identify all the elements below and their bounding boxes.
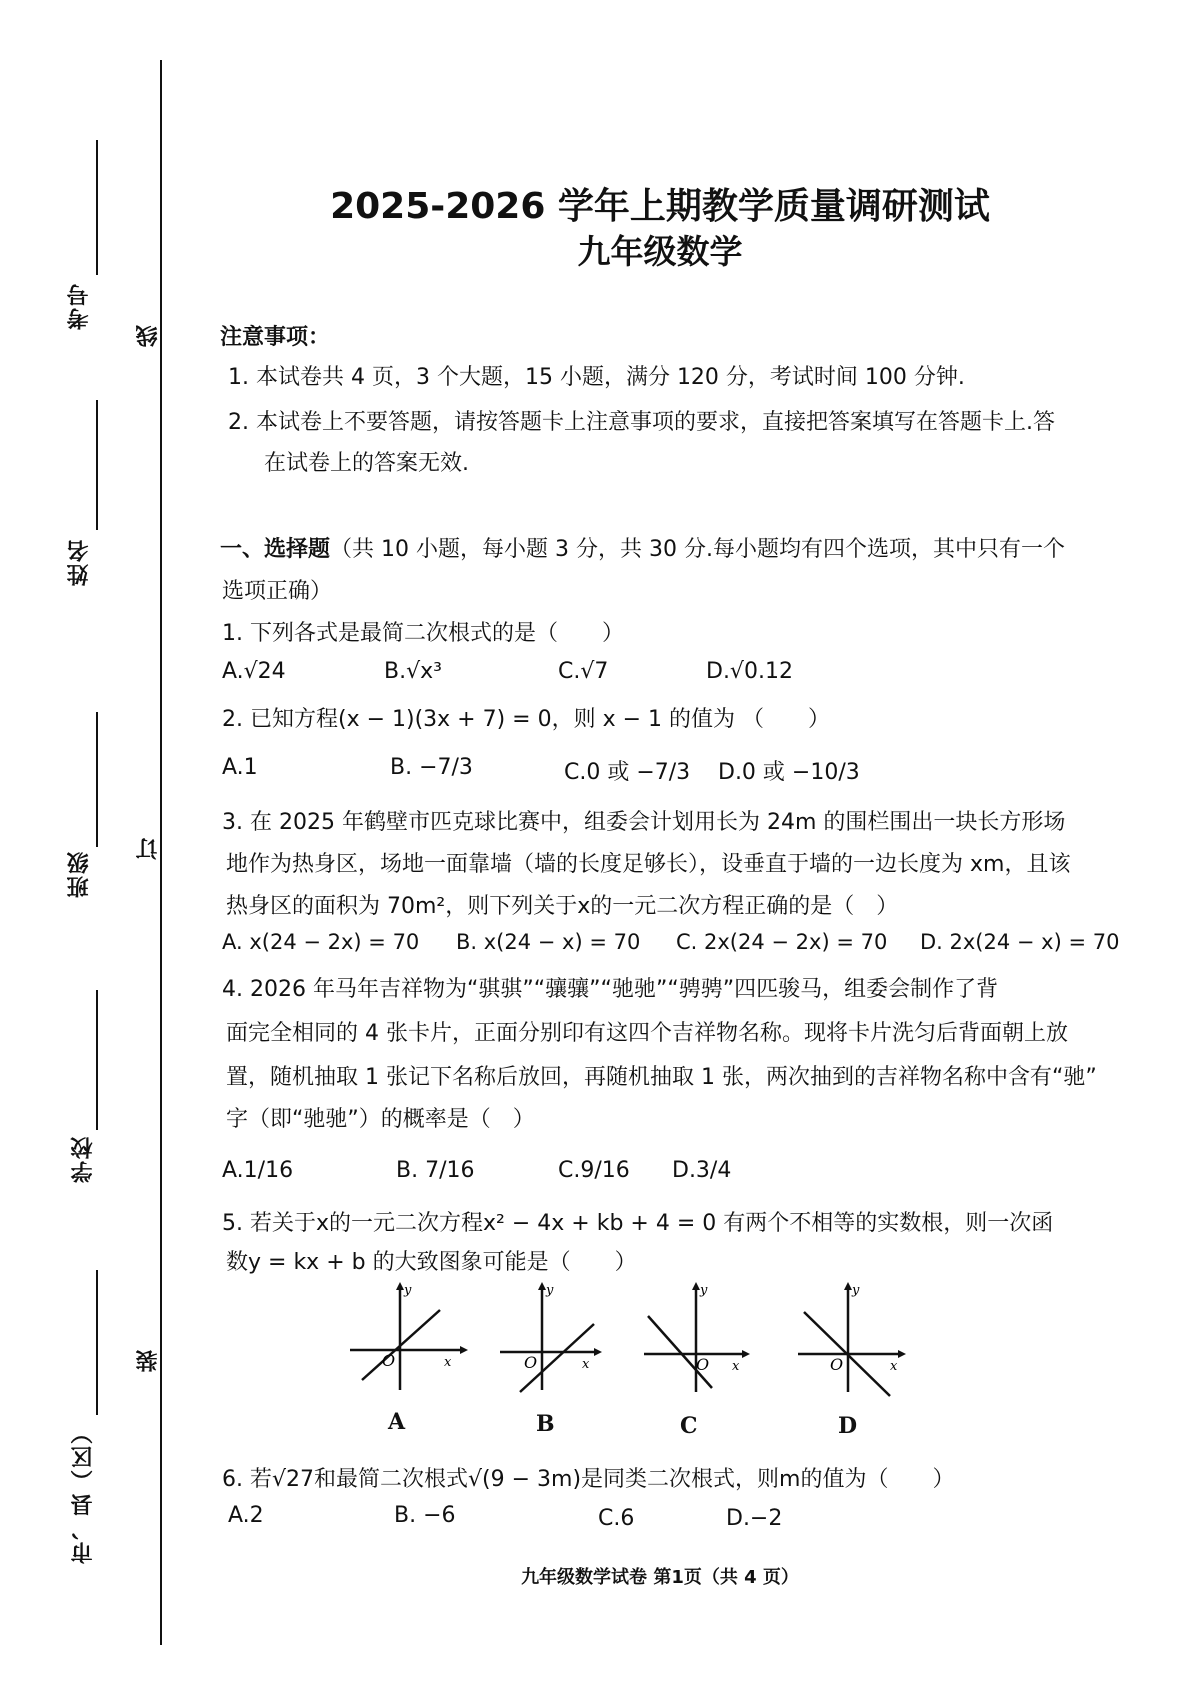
section-1-title: 一、选择题 [220,537,331,562]
notes-item-2-cont: 在试卷上的答案无效. [264,451,469,476]
question-1-option-c: C.√7 [558,659,609,684]
section-1-heading [220,532,1065,563]
binding-mark-ding: 订 [136,838,161,860]
notes-item-2: 2. 本试卷上不要答题，请按答题卡上注意事项的要求，直接把答案填写在答题卡上.答 [228,410,1055,435]
svg-text:O: O [696,1355,710,1374]
question-5-graph-b [490,1280,630,1400]
question-4-option-a: A.1/16 [222,1158,294,1183]
xuexiao-label: 学校 [71,1135,96,1183]
svg-text:O: O [524,1353,538,1372]
question-4-line-3: 置，随机抽取 1 张记下名称后放回，再随机抽取 1 张，两次抽到的吉祥物名称中含有“驰” [226,1065,1097,1090]
binding-mark-xian: 线 [136,325,161,347]
question-5-graph-a [340,1280,480,1400]
svg-text:x: x [890,1359,898,1374]
question-1-option-b: B.√x³ [384,659,442,684]
page-footer: 九年级数学试卷 第1页（共 4 页） [521,1567,799,1588]
question-5-line-1: 5. 若关于x的一元二次方程x² − 4x + kb + 4 = 0 有两个不相等的实数根，则一次函 [222,1211,1054,1236]
banji-label: 班级 [67,850,92,898]
question-2-option-c: C.0 或 −7/3 [564,760,691,785]
svg-text:x: x [732,1359,740,1374]
svg-text:y: y [852,1283,860,1298]
question-4-option-b: B. 7/16 [396,1158,475,1183]
svg-text:x: x [582,1357,590,1372]
question-5-label-d: D [838,1413,858,1439]
question-4-line-4: 字（即“驰驰”）的概率是（ ） [226,1107,535,1132]
question-5-graph-d [790,1280,930,1400]
svg-text:x: x [444,1355,452,1370]
section-1-desc: （共 10 小题，每小题 3 分，共 30 分.每小题均有四个选项，其中只有一个 [330,537,1065,562]
question-2-stem: 2. 已知方程(x − 1)(3x + 7) = 0，则 x − 1 的值为 （ ） [222,707,831,732]
question-4-line-1: 4. 2026 年马年吉祥物为“骐骐”“骧骧”“驰驰”“骋骋”四匹骏马，组委会制作了背 [222,977,999,1002]
svg-text:y: y [404,1283,412,1298]
question-2-option-b: B. −7/3 [390,755,473,780]
shixian-label: 市、县（区） [71,1420,96,1564]
question-5-line-2: 数y = kx + b 的大致图象可能是（ ） [226,1250,637,1275]
question-3-line-2: 地作为热身区，场地一面靠墙（墙的长度足够长），设垂直于墙的一边长度为 xm，且该 [226,852,1071,877]
exam-title: 2025-2026 学年上期教学质量调研测试 [330,186,990,227]
question-5-label-b: B [536,1411,555,1437]
svg-text:y: y [546,1283,554,1298]
exam-subtitle: 九年级数学 [577,232,743,271]
question-5-label-a: A [388,1409,406,1435]
question-5-label-c: C [680,1413,698,1439]
svg-text:O: O [382,1351,396,1370]
question-5-graph-c [640,1280,780,1400]
question-6-option-d: D.−2 [726,1506,783,1531]
kaohao-label: 考号 [67,282,92,330]
svg-text:y: y [700,1283,708,1298]
question-1-option-d: D.√0.12 [706,659,793,684]
question-6-option-b: B. −6 [394,1503,456,1528]
xingming-underline [96,400,98,530]
shixian-underline [96,1270,98,1415]
notes-heading: 注意事项： [220,325,331,350]
xuexiao-underline [96,990,98,1130]
question-3-option-b: B. x(24 − x) = 70 [456,930,641,954]
question-6-option-c: C.6 [598,1506,635,1531]
notes-item-1: 1. 本试卷共 4 页，3 个大题，15 小题，满分 120 分，考试时间 100 分钟. [228,365,965,390]
question-3-option-c: C. 2x(24 − 2x) = 70 [676,930,888,954]
xingming-label: 姓名 [67,538,92,586]
question-1-option-a: A.√24 [222,659,286,684]
question-4-line-2: 面完全相同的 4 张卡片，正面分别印有这四个吉祥物名称。现将卡片洗匀后背面朝上放 [226,1021,1068,1046]
svg-text:O: O [830,1355,844,1374]
binding-mark-zhuang: 装 [136,1350,161,1372]
banji-underline [96,712,98,847]
question-2-option-d: D.0 或 −10/3 [718,760,860,785]
question-1-stem: 1. 下列各式是最简二次根式的是（ ） [222,621,624,646]
question-3-option-a: A. x(24 − 2x) = 70 [222,930,420,954]
section-1-desc-cont: 选项正确） [222,579,333,604]
question-3-option-d: D. 2x(24 − x) = 70 [920,930,1120,954]
question-6-stem: 6. 若√27和最简二次根式√(9 − 3m)是同类二次根式，则m的值为（ ） [222,1467,955,1492]
question-3-line-1: 3. 在 2025 年鹤壁市匹克球比赛中，组委会计划用长为 24m 的围栏围出一块长方形场 [222,810,1066,835]
question-4-option-c: C.9/16 [558,1158,630,1183]
question-3-line-3: 热身区的面积为 70m²，则下列关于x的一元二次方程正确的是（ ） [226,894,899,919]
question-2-option-a: A.1 [222,755,258,780]
question-6-option-a: A.2 [228,1503,264,1528]
question-4-option-d: D.3/4 [672,1158,732,1183]
